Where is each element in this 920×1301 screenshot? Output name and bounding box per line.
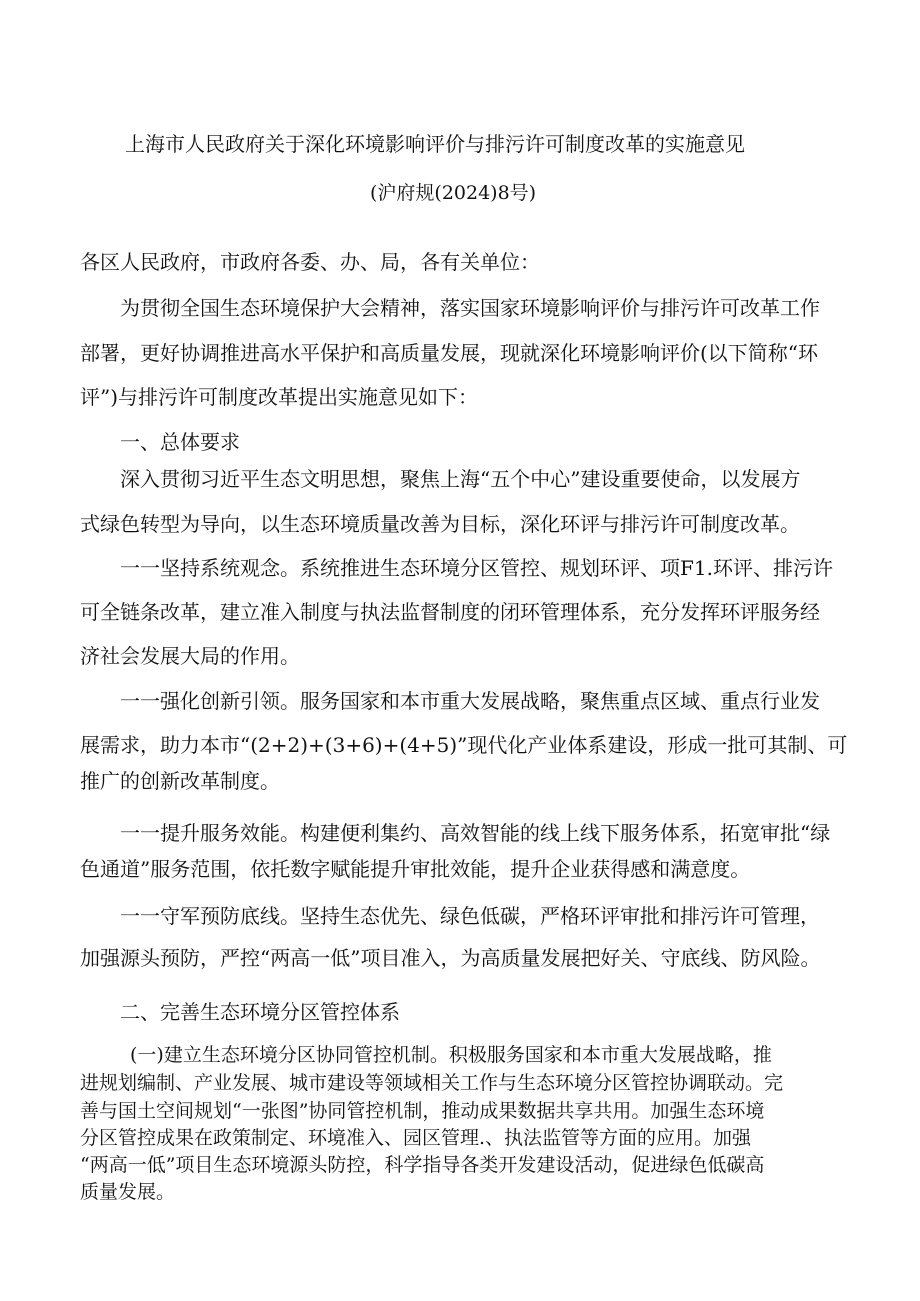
point4-line-2: 加强源头预防，严控“两高一低”项目准入，为高质量发展把好关、守底线、防风险。: [80, 946, 821, 970]
section2-item1-line-5: “两高一低”项目生态环境源头防控，科学指导各类开发建设活动，促进绿色低碳高: [80, 1154, 765, 1176]
point2-line-2: 展需求，助力本市“(2+2)+(3+6)+(4+5)”现代化产业体系建设，形成一批可其制、可: [80, 733, 848, 757]
point1-line-2: 可全链条改革，建立准入制度与执法监督制度的闭环管理体系，充分发挥环评服务经: [80, 600, 820, 624]
section1-heading: 一、总体要求: [120, 430, 240, 454]
point3-line-2: 色通道”服务范围，依托数字赋能提升审批效能，提升企业获得感和满意度。: [80, 857, 751, 881]
point1-line-1: 一一坚持系统观念。系统推进生态环境分区管控、规划环评、项F1.环评、排污许: [120, 556, 833, 580]
section2-item1-line-6: 质量发展。: [80, 1181, 176, 1203]
section2-item1-line-2: 进规划编制、产业发展、城市建设等领域相关工作与生态环境分区管控协调联动。完: [80, 1072, 784, 1094]
point2-line-3: 推广的创新改革制度。: [80, 769, 280, 793]
section2-item1-line-1: (一)建立生态环境分区协同管控机制。积极服务国家和本市重大发展战略，推: [130, 1044, 772, 1066]
point4-line-1: 一一守军预防底线。坚持生态优先、绿色低碳，严格环评审批和排污许可管理，: [120, 904, 820, 928]
addressee-line: 各区人民政府，市政府各委、办、局，各有关单位：: [80, 250, 540, 274]
intro-line-2: 部署，更好协调推进高水平保护和高质量发展，现就深化环境影响评价(以下简称“环: [80, 341, 819, 365]
point2-line-1: 一一强化创新引领。服务国家和本市重大发展战略，聚焦重点区域、重点行业发: [120, 689, 820, 713]
intro-line-1: 为贯彻全国生态环境保护大会精神，落实国家环境影响评价与排污许可改革工作: [120, 296, 820, 320]
section2-heading: 二、完善生态环境分区管控体系: [120, 1000, 400, 1024]
point3-line-1: 一一提升服务效能。构建便利集约、高效智能的线上线下服务体系，拓宽审批“绿: [120, 821, 831, 845]
intro-line-3: 评”)与排污许可制度改革提出实施意见如下：: [80, 385, 479, 409]
section1-line-2: 式绿色转型为导向，以生态环境质量改善为目标，深化环评与排污许可制度改革。: [80, 512, 800, 536]
document-number: (沪府规(2024)8号): [370, 182, 537, 204]
section2-item1-line-4: 分区管控成果在政策制定、环境准入、园区管理.、执法监管等方面的应用。加强: [80, 1127, 752, 1149]
document-title: 上海市人民政府关于深化环境影响评价与排污许可制度改革的实施意见: [125, 132, 745, 156]
point1-line-3: 济社会发展大局的作用。: [80, 644, 300, 668]
section1-line-1: 深入贯彻习近平生态文明思想，聚焦上海“五个中心”建设重要使命，以发展方: [120, 467, 801, 491]
section2-item1-line-3: 善与国土空间规划“一张图”协同管控机制，推动成果数据共享共用。加强生态环境: [80, 1100, 765, 1122]
